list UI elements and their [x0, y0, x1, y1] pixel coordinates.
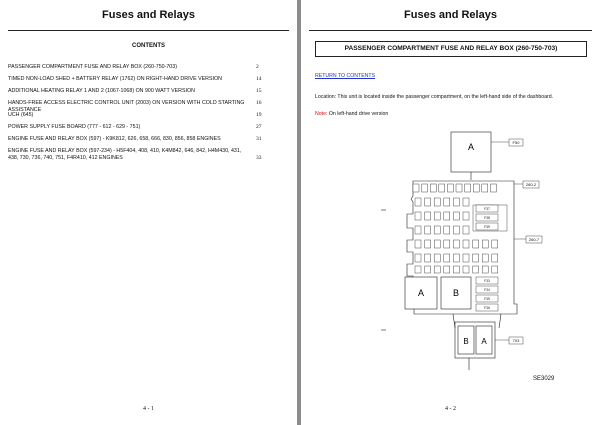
fuse-slot [453, 198, 459, 206]
fuse-slot [415, 198, 421, 206]
fuse-slot [492, 240, 498, 248]
note-text: On left-hand drive version [328, 111, 389, 117]
toc-entry-page: 27 [256, 124, 262, 130]
note-label: Note: [315, 111, 328, 117]
toc-entry[interactable] [8, 100, 290, 112]
fuse-slot [444, 266, 450, 273]
toc-entry-page: 19 [256, 112, 262, 118]
callout-260-7: 260-7 [528, 237, 540, 242]
fuse-slot [413, 184, 419, 192]
fuse-slot [453, 212, 459, 220]
toc-entry-page: 2 [256, 64, 259, 70]
fuse-f36-label: F36 [484, 306, 490, 310]
return-to-contents-link[interactable]: RETURN TO CONTENTS [315, 73, 376, 79]
fuse-slot [415, 226, 421, 234]
fuse-slot [490, 184, 496, 192]
fuse-slot [463, 240, 469, 248]
toc-entry[interactable] [8, 88, 290, 100]
fuse-slot [444, 198, 450, 206]
toc-entry-title[interactable]: ADDITIONAL HEATING RELAY 1 AND 2 (1067-1068) ON 900 WATT VERSION [8, 88, 195, 94]
fuse-slot [463, 226, 469, 234]
fuse-slot [453, 226, 459, 234]
toc-entry-title[interactable]: HANDS-FREE ACCESS ELECTRIC CONTROL UNIT (2003) ON VERSION WITH COLD STARTING ASSISTANCE [8, 100, 245, 113]
fuse-slot [463, 266, 469, 273]
toc-entry-title[interactable]: ENGINE FUSE AND RELAY BOX (597) - K9K812, 626, 658, 666, 830, 856, 858 ENGINES [8, 136, 221, 142]
page-number: 4 - 2 [445, 406, 456, 412]
fuse-slot [415, 240, 421, 248]
bottom-relay-a-label: A [481, 337, 487, 346]
fuse-box-diagram [301, 0, 600, 425]
lower-stem-right [499, 314, 501, 328]
fuse-slot [425, 212, 431, 220]
title-divider [8, 30, 289, 31]
fuse-slot [415, 212, 421, 220]
page-title: Fuses and Relays [102, 9, 195, 21]
fuse-slot [482, 254, 488, 262]
fuse-slot [447, 184, 453, 192]
toc-entry[interactable] [8, 64, 290, 76]
fuse-slot [453, 240, 459, 248]
bottom-relay-b-label: B [463, 337, 469, 346]
toc-entry-page: 15 [256, 88, 262, 94]
fuse-slot [425, 254, 431, 262]
fuse-f35-label: F35 [484, 297, 490, 301]
top-relay-box [451, 132, 491, 172]
fuse-slot [434, 266, 440, 273]
fuse-slot [463, 212, 469, 220]
toc-entry-title[interactable]: PASSENGER COMPARTMENT FUSE AND RELAY BOX (260-750-703) [8, 64, 177, 70]
fuse-slot [434, 226, 440, 234]
toc-entry-page: 14 [256, 76, 262, 82]
contents-heading: CONTENTS [132, 43, 165, 49]
fuse-slot [425, 198, 431, 206]
toc-entry[interactable] [8, 112, 290, 124]
relay-label-a: A [467, 142, 475, 152]
fuse-slot [444, 240, 450, 248]
fuse-f37-label: F37 [484, 207, 490, 211]
fuse-f39-label: F39 [484, 225, 490, 229]
fuse-slot [430, 184, 436, 192]
fuse-slot [434, 198, 440, 206]
fuse-slot [434, 212, 440, 220]
callout-260-2: 260-2 [525, 182, 537, 187]
fuse-slot [415, 266, 421, 273]
fuse-slot [415, 254, 421, 262]
toc-entry[interactable] [8, 124, 290, 136]
fuse-f38-label: F38 [484, 216, 490, 220]
fuse-slot [453, 254, 459, 262]
fuse-slot [444, 226, 450, 234]
toc-entry[interactable] [8, 148, 290, 165]
left-page [0, 0, 297, 425]
fuse-slot [425, 266, 431, 273]
callout-703: 703 [512, 338, 520, 343]
fuse-slot [425, 240, 431, 248]
fuse-slot [425, 226, 431, 234]
mid-relay-b-label: B [452, 288, 460, 298]
toc-entry-title[interactable]: TIMED NON-LOAD SHED + BATTERY RELAY (1762) ON RIGHT-HAND DRIVE VERSION [8, 76, 222, 82]
toc-entry[interactable] [8, 136, 290, 148]
location-text: Location: This unit is located inside the passenger compartment, on the left-hand side of the dashboard. [315, 94, 554, 100]
fuse-slot [444, 254, 450, 262]
fuse-slot [456, 184, 462, 192]
fuse-slot [473, 184, 479, 192]
fuse-slot [463, 254, 469, 262]
page-number: 4 - 1 [143, 406, 154, 412]
fuse-slot [439, 184, 445, 192]
fuse-slot [473, 254, 479, 262]
toc-entry-page: 16 [256, 100, 262, 106]
toc-entry-title[interactable]: POWER SUPPLY FUSE BOARD (777 - 612 - 629 - 751) [8, 124, 141, 130]
fuse-f33-label: F33 [484, 279, 490, 283]
table-of-contents [8, 64, 290, 165]
fuse-slot [465, 184, 471, 192]
fuse-slot [453, 266, 459, 273]
fuse-slot [434, 240, 440, 248]
fuse-slot [473, 240, 479, 248]
fuse-slot [434, 254, 440, 262]
fuse-slot [492, 266, 498, 273]
fuse-slot [482, 266, 488, 273]
fuse-slot [492, 254, 498, 262]
fuse-slot [463, 198, 469, 206]
fuse-slot [444, 212, 450, 220]
toc-entry-title[interactable]: ENGINE FUSE AND RELAY BOX (597-234) - H5F404, 408, 410, K4M842, 646, 842, H4M430, 431, 438, 730, 736, 740, 751, F4R410, 412 ENGINES [8, 148, 242, 161]
drawing-code: SE3029 [533, 376, 555, 382]
fuse-slot [482, 240, 488, 248]
toc-entry-page: 33 [256, 155, 262, 161]
fuse-f34-label: F34 [484, 288, 490, 292]
toc-entry-title[interactable]: UCH (645) [8, 112, 34, 118]
section-title: PASSENGER COMPARTMENT FUSE AND RELAY BOX (260-750-703) [315, 41, 587, 57]
callout-f50: F50 [512, 140, 520, 145]
fuse-slot [422, 184, 428, 192]
mid-relay-a-label: A [417, 288, 425, 298]
page-title: Fuses and Relays [404, 9, 497, 21]
fuse-slot [473, 266, 479, 273]
toc-entry[interactable] [8, 76, 290, 88]
toc-entry-page: 31 [256, 136, 262, 142]
fuse-slot [482, 184, 488, 192]
